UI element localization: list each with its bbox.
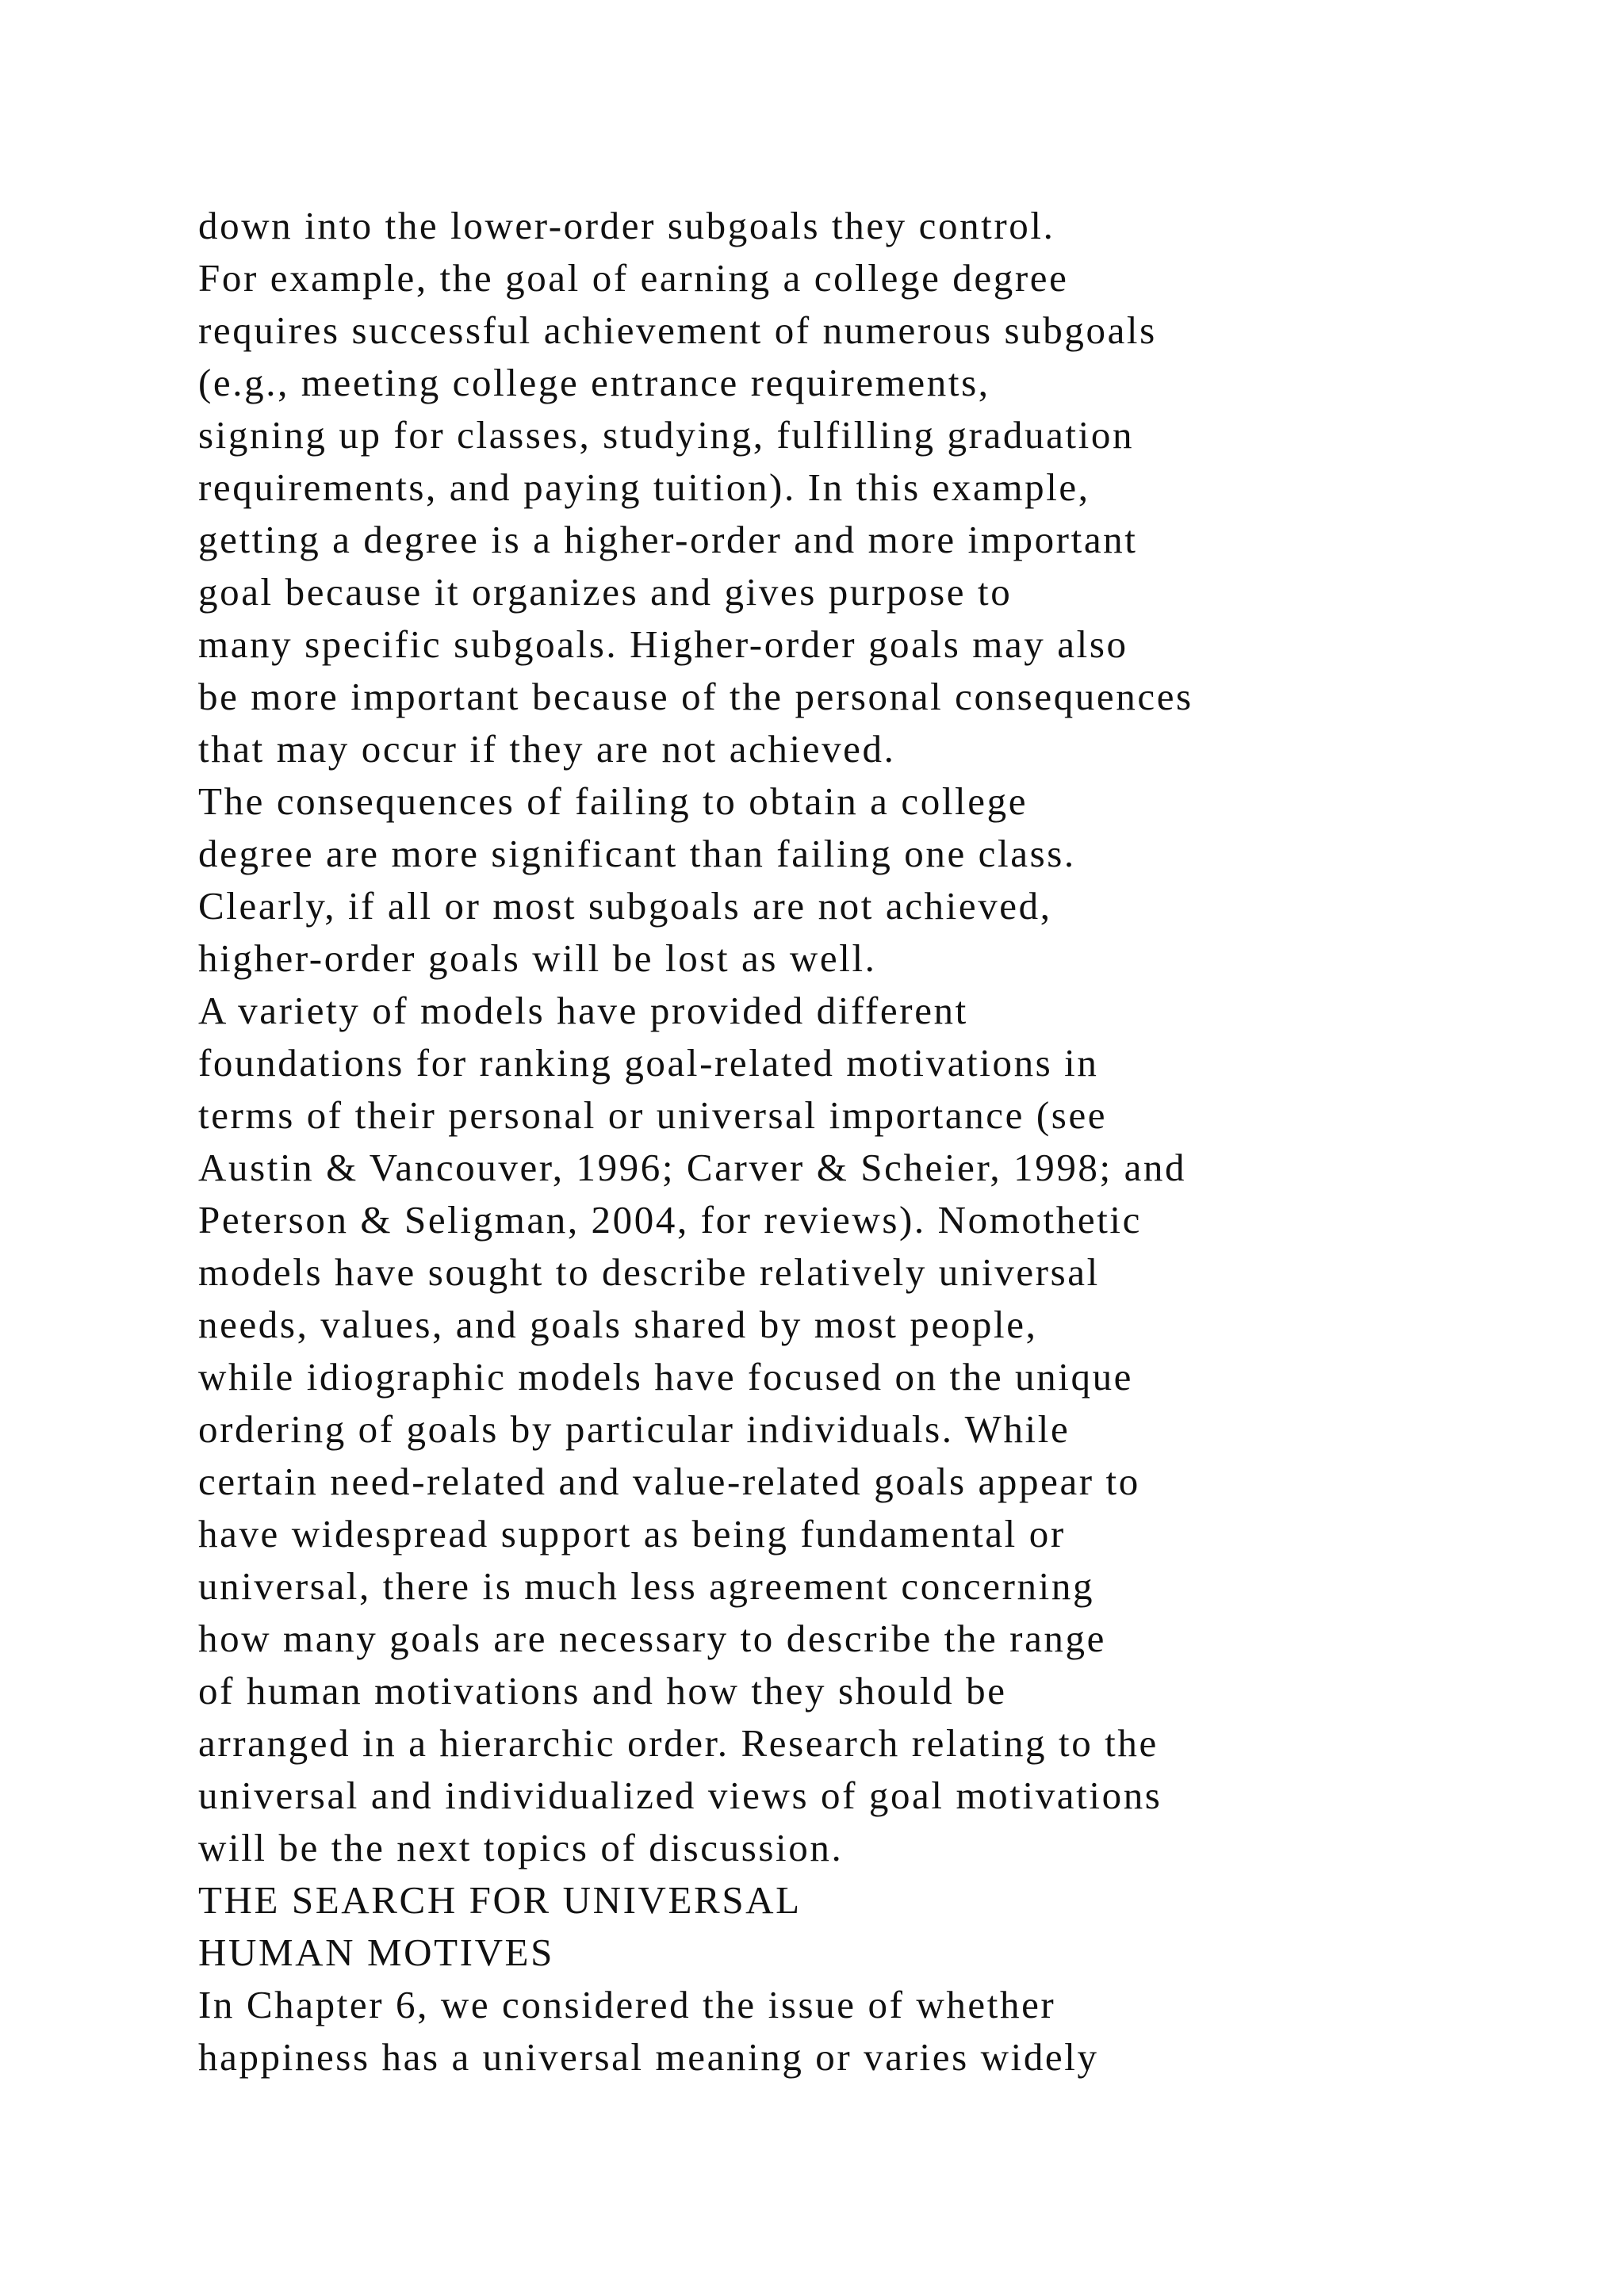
text-line: foundations for ranking goal-related motivations in (198, 1041, 1099, 1085)
text-line: universal, there is much less agreement concerning (198, 1564, 1095, 1608)
text-line: For example, the goal of earning a college degree (198, 256, 1069, 300)
text-line: be more important because of the personal consequences (198, 675, 1193, 718)
text-line: needs, values, and goals shared by most people, (198, 1303, 1038, 1346)
text-line: In Chapter 6, we considered the issue of whether (198, 1983, 1056, 2026)
text-line: will be the next topics of discussion. (198, 1826, 844, 1869)
text-line: Austin & Vancouver, 1996; Carver & Scheier, 1998; and (198, 1146, 1187, 1189)
text-line: (e.g., meeting college entrance requirements, (198, 361, 990, 404)
text-line: degree are more significant than failing one class. (198, 832, 1076, 875)
text-line: how many goals are necessary to describe the range (198, 1617, 1106, 1660)
text-line: ordering of goals by particular individuals. While (198, 1407, 1071, 1451)
text-line: down into the lower-order subgoals they control. (198, 204, 1055, 247)
text-line: Peterson & Seligman, 2004, for reviews). Nomothetic (198, 1198, 1142, 1242)
text-line: certain need-related and value-related goals appear to (198, 1460, 1140, 1503)
body-text (198, 200, 1546, 2084)
text-line: have widespread support as being fundamental or (198, 1512, 1066, 1556)
text-line: happiness has a universal meaning or varies widely (198, 2035, 1099, 2079)
text-line: universal and individualized views of goal motivations (198, 1774, 1162, 1817)
section-heading: THE SEARCH FOR UNIVERSAL (198, 1878, 802, 1922)
text-line: signing up for classes, studying, fulfilling graduation (198, 413, 1135, 457)
text-line: while idiographic models have focused on the unique (198, 1355, 1134, 1399)
text-line: getting a degree is a higher-order and more important (198, 518, 1138, 561)
text-line: higher-order goals will be lost as well. (198, 936, 877, 980)
text-line: A variety of models have provided different (198, 989, 968, 1032)
text-line: many specific subgoals. Higher-order goals may also (198, 622, 1128, 666)
text-line: models have sought to describe relatively universal (198, 1250, 1100, 1294)
text-line: requirements, and paying tuition). In this example, (198, 465, 1090, 509)
section-heading: HUMAN MOTIVES (198, 1931, 554, 1974)
text-line: of human motivations and how they should be (198, 1669, 1007, 1712)
text-line: requires successful achievement of numerous subgoals (198, 308, 1157, 352)
text-line: goal because it organizes and gives purpose to (198, 570, 1013, 614)
text-line: Clearly, if all or most subgoals are not achieved, (198, 884, 1052, 928)
text-line: The consequences of failing to obtain a college (198, 779, 1028, 823)
text-line: that may occur if they are not achieved. (198, 727, 896, 771)
text-line: arranged in a hierarchic order. Research relating to the (198, 1721, 1159, 1765)
text-line: terms of their personal or universal importance (see (198, 1093, 1108, 1137)
